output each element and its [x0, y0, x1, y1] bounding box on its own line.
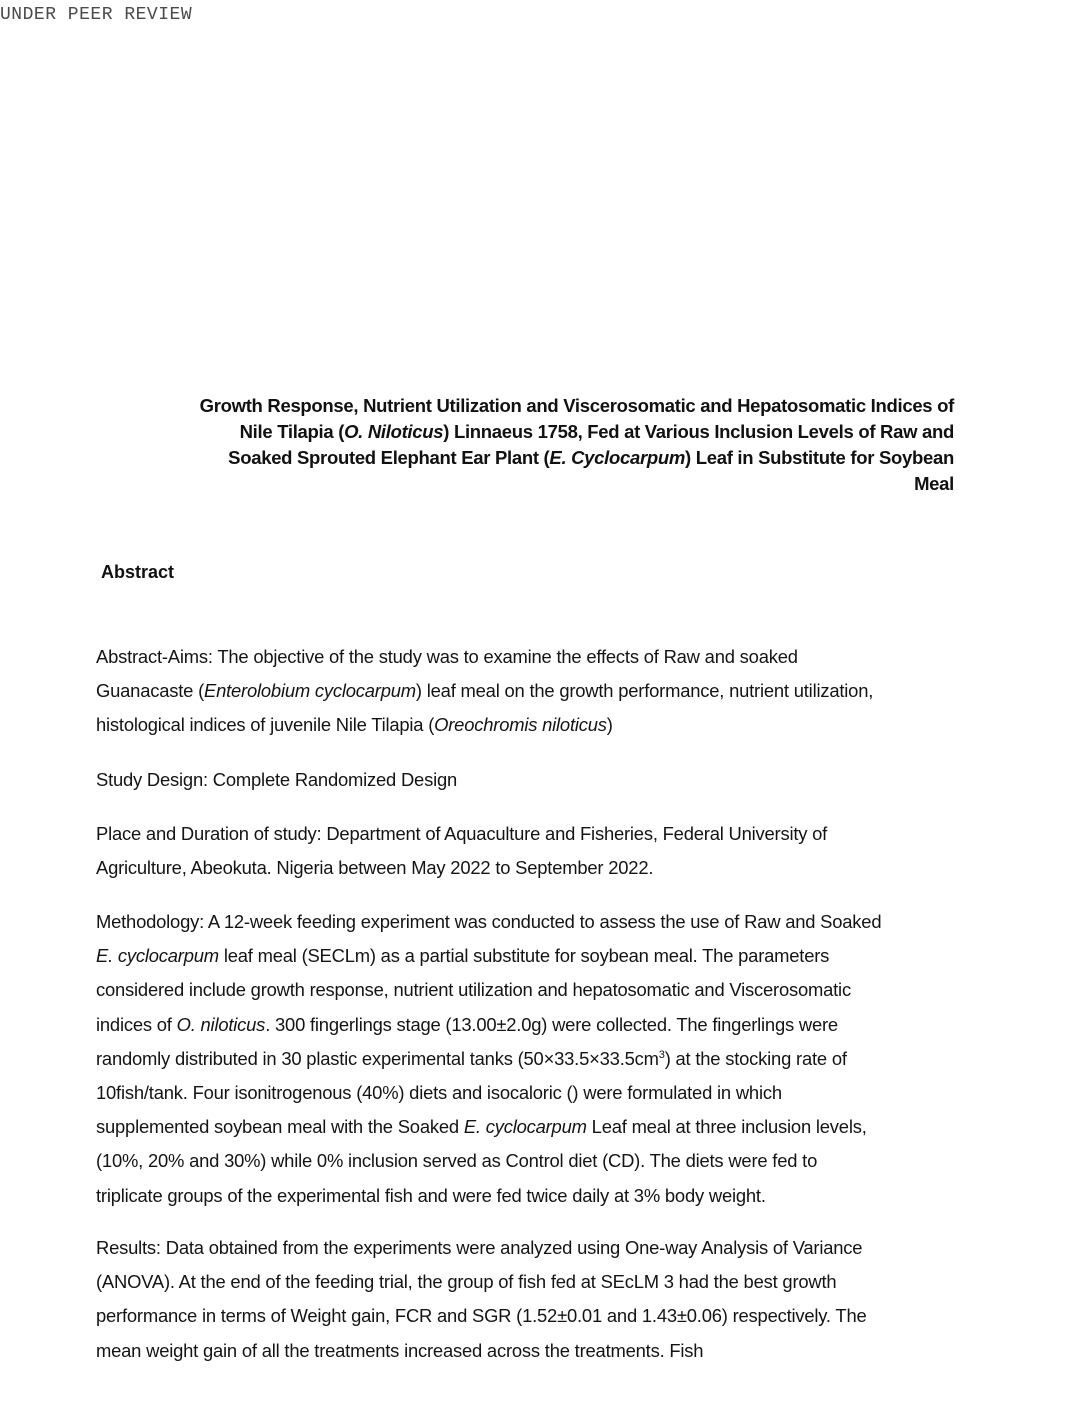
text-line: [96, 905, 966, 939]
title-line: [120, 419, 954, 445]
text-run: ): [606, 714, 613, 736]
text-run: ) Linnaeus 1758, Fed at Various Inclusion Levels of Raw and: [443, 421, 954, 442]
paper-title: [120, 393, 954, 497]
text-line: [96, 1334, 966, 1368]
text-run: Guanacaste (: [96, 680, 205, 702]
italic-term: O. Niloticus: [344, 421, 444, 442]
text-run: mean weight gain of all the treatments increased across the treatments. Fish: [96, 1339, 704, 1361]
text-run: Nile Tilapia (: [239, 421, 345, 442]
paragraph-lines: [96, 763, 966, 797]
text-run: . 300 fingerlings stage (13.00±2.0g) were collected. The fingerlings were: [265, 1013, 838, 1035]
under-peer-review-watermark: UNDER PEER REVIEW: [0, 5, 193, 25]
abstract-heading: Abstract: [101, 562, 175, 582]
text-line: [96, 1299, 966, 1333]
text-line: [96, 973, 966, 1007]
text-run: Soaked Sprouted Elephant Ear Plant (: [228, 447, 550, 468]
text-line: [96, 763, 966, 797]
text-run: Study Design: Complete Randomized Design: [96, 769, 458, 790]
superscript: 3: [658, 1048, 665, 1061]
text-line: [96, 1179, 966, 1213]
text-run: Abstract-Aims: The objective of the study was to examine the effects of Raw and soaked: [96, 646, 798, 667]
text-run: Agriculture, Abeokuta. Nigeria between May 2022 to September 2022.: [96, 857, 654, 879]
text-line: [96, 939, 966, 973]
paragraph-lines: [96, 817, 966, 885]
text-run: Leaf meal at three inclusion levels,: [586, 1116, 867, 1138]
text-run: leaf meal (SECLm) as a partial substitute for soybean meal. The parameters: [218, 945, 830, 967]
paragraph-lines: [96, 905, 966, 1213]
text-run: histological indices of juvenile Nile Tilapia (: [96, 714, 435, 736]
italic-term: Enterolobium cyclocarpum: [204, 680, 416, 702]
text-line: [96, 817, 966, 851]
text-run: Results: Data obtained from the experiments were analyzed using One-way Analysis of Variance: [96, 1237, 863, 1258]
text-line: [96, 1110, 966, 1144]
title-line: [120, 393, 954, 419]
text-run: (ANOVA). At the end of the feeding trial, the group of fish fed at SEcLM 3 had the best growth: [96, 1271, 837, 1293]
paragraph-lines: [96, 1231, 966, 1368]
text-run: (10%, 20% and 30%) while 0% inclusion served as Control diet (CD). The diets were fed to: [96, 1150, 818, 1172]
text-run: considered include growth response, nutrient utilization and hepatosomatic and Viscerosomatic: [96, 979, 851, 1001]
paragraph-lines: [96, 640, 966, 743]
text-run: Methodology: A 12-week feeding experiment was conducted to assess the use of Raw and Soaked: [96, 911, 882, 932]
text-run: 10fish/tank. Four isonitrogenous (40%) diets and isocaloric () were formulated in which: [96, 1082, 782, 1104]
italic-term: E. cyclocarpum: [96, 945, 219, 967]
text-run: Meal: [914, 473, 954, 494]
place-duration-paragraph: [96, 817, 966, 885]
text-run: ) Leaf in Substitute for Soybean: [685, 447, 954, 468]
italic-term: Oreochromis niloticus: [434, 714, 607, 736]
text-run: Growth Response, Nutrient Utilization and Viscerosomatic and Hepatosomatic Indices of: [199, 395, 954, 416]
text-line: [96, 1265, 966, 1299]
text-line: [96, 674, 966, 708]
italic-term: O. niloticus: [176, 1013, 266, 1035]
text-line: [96, 1144, 966, 1178]
abstract-aims-paragraph: [96, 640, 966, 743]
text-line: [96, 1008, 966, 1042]
title-line: [120, 471, 954, 497]
text-line: [96, 1231, 966, 1265]
text-run: ) leaf meal on the growth performance, nutrient utilization,: [415, 680, 874, 702]
text-line: [96, 851, 966, 885]
text-run: Place and Duration of study: Department of Aquaculture and Fisheries, Federal University of: [96, 823, 828, 844]
study-design-paragraph: [96, 763, 966, 797]
title-line: [120, 445, 954, 471]
text-run: ) at the stocking rate of: [664, 1047, 847, 1069]
text-run: randomly distributed in 30 plastic experimental tanks (50×33.5×33.5cm: [96, 1047, 659, 1069]
text-run: supplemented soybean meal with the Soaked: [96, 1116, 464, 1138]
methodology-paragraph: [96, 905, 966, 1213]
text-line: [96, 1076, 966, 1110]
text-run: performance in terms of Weight gain, FCR and SGR (1.52±0.01 and 1.43±0.06) respectively. The: [96, 1305, 867, 1327]
italic-term: E. cyclocarpum: [463, 1116, 587, 1138]
text-line: [96, 708, 966, 742]
results-paragraph: [96, 1231, 966, 1368]
text-line: [96, 640, 966, 674]
text-run: triplicate groups of the experimental fish and were fed twice daily at 3% body weight.: [96, 1184, 766, 1206]
text-run: indices of: [96, 1013, 177, 1035]
italic-term: E. Cyclocarpum: [549, 447, 686, 468]
text-line: [96, 1042, 966, 1076]
